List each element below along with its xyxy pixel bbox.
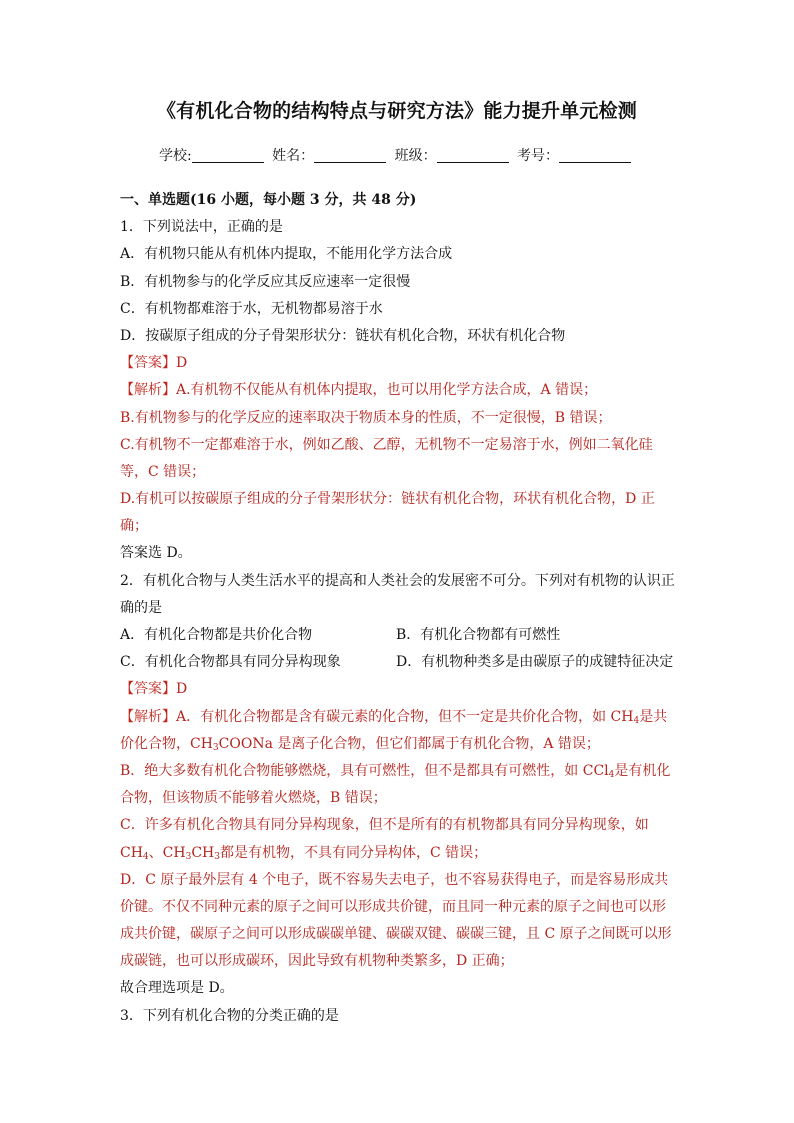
analysis-text: 、CH — [148, 844, 186, 861]
analysis-tag: 【解析】 — [120, 382, 176, 399]
question-2-stem: 确的是 — [120, 599, 162, 616]
question-1-analysis-line: C.有机物不一定都难溶于水，例如乙酸、乙醇，无机物不一定易溶于水，例如二氧化硅 — [120, 436, 653, 453]
name-blank[interactable] — [314, 148, 386, 163]
question-1-option-a: A．有机物只能从有机体内提取，不能用化学方法合成 — [120, 246, 453, 263]
analysis-text: CH — [120, 844, 143, 861]
question-3-stem: 3．下列有机化合物的分类正确的是 — [120, 1007, 339, 1024]
number-label: 考号： — [517, 148, 560, 164]
analysis-text: B．绝大多数有机化合物能够燃烧，具有可燃性，但不是都具有可燃性，如 CCl — [120, 762, 609, 779]
subscript: 3 — [185, 851, 192, 862]
question-1-option-b: B．有机物参与的化学反应其反应速率一定很慢 — [120, 273, 411, 290]
question-1-option-d: D．按碳原子组成的分子骨架形状分：链状有机化合物，环状有机化合物 — [120, 327, 566, 344]
answer-value: D — [176, 355, 188, 372]
question-2-answer — [120, 676, 676, 703]
question-1-option-c: C．有机物都难溶于水，无机物都易溶于水 — [120, 300, 383, 317]
analysis-text: 是共 — [639, 708, 668, 725]
question-1-analysis-line: 等，C 错误； — [120, 463, 206, 480]
subscript: 4 — [142, 851, 149, 862]
question-2-analysis-line — [120, 704, 676, 731]
analysis-tag: 【解析】 — [120, 708, 176, 725]
analysis-text: 都是有机物，不具有同分异构体，C 错误； — [219, 844, 488, 861]
question-2-options-row — [120, 649, 676, 676]
subscript: 4 — [633, 715, 640, 726]
question-2-analysis-line: D．C 原子最外层有 4 个电子，既不容易失去电子，也不容易获得电子，而是容易形成共 — [120, 871, 669, 888]
question-1-answer — [120, 350, 676, 377]
question-2-analysis-line: 成碳链，也可以形成碳环，因此导致有机物种类繁多，D 正确； — [120, 953, 514, 970]
question-1-stem: 1．下列说法中，正确的是 — [120, 219, 283, 236]
question-2-analysis-line — [120, 840, 676, 867]
school-blank[interactable] — [192, 148, 264, 163]
question-2-conclusion: 故合理选项是 D。 — [120, 980, 234, 997]
question-1-analysis-line: 确； — [120, 518, 148, 535]
answer-tag: 【答案】 — [120, 355, 176, 372]
document-body — [120, 187, 676, 1030]
question-2-options-row — [120, 622, 676, 649]
page-title: 《有机化合物的结构特点与研究方法》能力提升单元检测 — [156, 100, 637, 122]
subscript: 3 — [212, 742, 219, 753]
analysis-text: A．有机化合物都是含有碳元素的化合物，但不一定是共价化合物，如 CH — [176, 708, 634, 725]
subscript: 4 — [608, 769, 615, 780]
question-2-analysis-line: 价键。不仅不同种元素的原子之间可以形成共价键，而且同一种元素的原子之间也可以形 — [120, 898, 666, 915]
student-info-line — [0, 145, 794, 165]
question-2-analysis-line: 成共价键，碳原子之间可以形成碳碳单键、碳碳双键、碳碳三键，且 C 原子之间既可以形 — [120, 926, 672, 943]
question-1-analysis-line — [120, 377, 676, 404]
question-1-analysis-line: B.有机物参与的化学反应的速率取决于物质本身的性质，不一定很慢，B 错误； — [120, 409, 612, 426]
analysis-text: CH — [191, 844, 215, 861]
question-2-analysis-line: C．许多有机化合物具有同分异构现象，但不是所有的有机物都具有同分异构现象，如 — [120, 817, 649, 834]
analysis-text: 价化合物，CH — [120, 735, 213, 752]
question-2-analysis-line — [120, 731, 676, 758]
answer-tag: 【答案】 — [120, 681, 176, 698]
school-label: 学校: — [158, 148, 192, 164]
number-blank[interactable] — [559, 148, 631, 163]
name-label: 姓名： — [272, 148, 315, 164]
analysis-text: COONa 是离子化合物，但它们都属于有机化合物，A 错误； — [218, 735, 600, 752]
class-blank[interactable] — [437, 148, 509, 163]
section-heading: 一、单选题(16 小题，每小题 3 分，共 48 分) — [120, 192, 417, 208]
analysis-text: 是有机化 — [614, 762, 671, 779]
question-1-conclusion: 答案选 D。 — [120, 545, 192, 562]
question-2-option-b: B．有机化合物都有可燃性 — [396, 627, 561, 643]
analysis-text: A.有机物不仅能从有机体内提取，也可以用化学方法合成，A 错误； — [176, 382, 598, 399]
subscript: 3 — [214, 851, 220, 862]
question-2-option-c: C．有机化合物都具有同分异构现象 — [120, 654, 341, 671]
question-2-option-d: D．有机物种类多是由碳原子的成键特征决定 — [396, 654, 674, 671]
question-2-analysis-line — [120, 758, 676, 785]
answer-value: D — [176, 681, 188, 698]
question-2-analysis-line: 合物，但该物质不能够着火燃烧，B 错误； — [120, 790, 387, 807]
class-label: 班级： — [394, 148, 437, 164]
question-2-option-a: A．有机化合物都是共价化合物 — [120, 627, 313, 643]
question-1-analysis-line: D.有机可以按碳原子组成的分子骨架形状分：链状有机化合物，环状有机化合物，D 正 — [120, 491, 655, 508]
question-2-stem: 2．有机化合物与人类生活水平的提高和人类社会的发展密不可分。下列对有机物的认识正 — [120, 572, 675, 589]
